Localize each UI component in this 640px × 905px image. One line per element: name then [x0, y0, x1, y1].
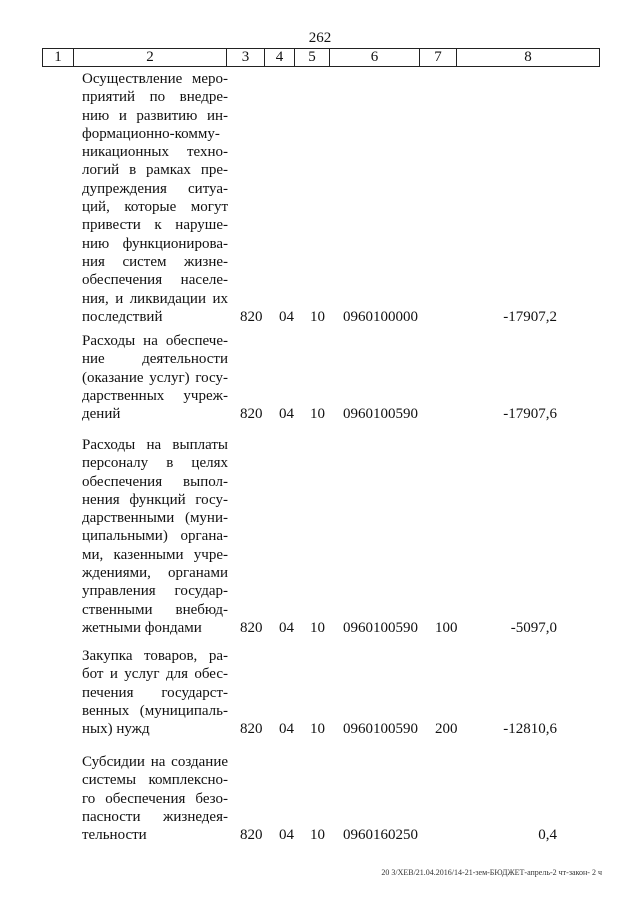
description-line: дарственными (муни- [82, 510, 228, 527]
row-cell-c6: 0960100590 [343, 620, 418, 636]
row-cell-c5: 10 [310, 721, 325, 738]
row-cell-c5: 10 [310, 406, 325, 423]
row-description [82, 332, 228, 423]
row-cell-c3: 820 [240, 308, 263, 325]
footer-filepath: 20 3/ХЕВ/21.04.2016/14-21-зем-БЮДЖЕТ-апрель-2 чт-закон- 2 ч [381, 868, 602, 877]
row-cell-c3: 820 [240, 406, 263, 423]
description-line: жетными фондами [82, 619, 202, 636]
description-line: никационных техно- [82, 144, 228, 161]
description-line: обеспечения выпол- [82, 473, 228, 490]
description-line: Расходы на обеспече- [82, 333, 228, 349]
description-line: нию и развитию ин- [82, 107, 228, 124]
row-cell-c8: -12810,6 [503, 721, 557, 738]
row-cell-c6: 0960160250 [343, 827, 418, 844]
row-cell-c5: 10 [310, 827, 325, 844]
description-line: Расходы на выплаты [82, 437, 228, 453]
row-cell-c6: 0960100590 [343, 721, 418, 738]
col-header-7: 7 [420, 49, 457, 67]
description-line: дупреждения ситуа- [82, 180, 228, 197]
row-cell-c8: -17907,2 [503, 308, 557, 325]
row-cell-c3: 820 [240, 620, 263, 636]
description-line: ций, которые могут [82, 199, 228, 216]
row-cell-c8: 0,4 [538, 827, 557, 844]
row-cell-c4: 04 [279, 406, 294, 423]
row-description [82, 436, 228, 637]
col-header-6: 6 [330, 49, 420, 67]
row-cell-c4: 04 [279, 620, 294, 636]
row-cell-c3: 820 [240, 827, 263, 844]
description-line: тельности [82, 827, 147, 844]
column-header-table [42, 48, 600, 67]
description-line: привести к наруше- [82, 217, 228, 234]
description-line: дений [82, 406, 121, 423]
col-header-3: 3 [227, 49, 265, 67]
description-line: го обеспечения безо- [82, 790, 228, 807]
row-cell-c6: 0960100590 [343, 406, 418, 423]
description-line: последствий [82, 308, 163, 325]
description-line: системы комплексно- [82, 772, 228, 789]
description-line: ственными внебюд- [82, 601, 228, 618]
row-cell-c4: 04 [279, 721, 294, 738]
description-line: Закупка товаров, ра- [82, 648, 228, 664]
row-cell-c7: 200 [435, 721, 458, 738]
row-description [82, 647, 228, 738]
col-header-2: 2 [74, 49, 227, 67]
description-line: Субсидии на создание [82, 754, 228, 770]
description-line: дарственных учреж- [82, 387, 228, 404]
row-description [82, 753, 228, 844]
description-line: ния, и ликвидации их [82, 290, 228, 307]
description-line: управления государ- [82, 583, 228, 600]
page-number: 262 [308, 30, 332, 46]
col-header-5: 5 [295, 49, 330, 67]
description-line: приятий по внедре- [82, 89, 228, 106]
row-cell-c5: 10 [310, 308, 325, 325]
row-cell-c5: 10 [310, 620, 325, 636]
row-cell-c6: 0960100000 [343, 308, 418, 325]
description-line: венных (муниципаль- [82, 702, 228, 719]
description-line: ных) нужд [82, 721, 150, 738]
col-header-8: 8 [457, 49, 600, 67]
description-line: пасности жизнедея- [82, 808, 228, 825]
description-line: печения государст- [82, 684, 228, 701]
row-cell-c4: 04 [279, 308, 294, 325]
description-line: нения функций госу- [82, 491, 228, 508]
description-line: ние деятельности [82, 351, 228, 368]
row-cell-c4: 04 [279, 827, 294, 844]
row-cell-c7: 100 [435, 620, 458, 636]
description-line: логий в рамках пре- [82, 162, 228, 179]
description-line: ципальными) органа- [82, 528, 228, 545]
description-line: обеспечения населе- [82, 272, 228, 289]
description-line: ния систем жизне- [82, 253, 228, 270]
description-line: персоналу в целях [82, 455, 228, 472]
description-line: Осуществление меро- [82, 71, 228, 87]
col-header-4: 4 [265, 49, 295, 67]
row-cell-c3: 820 [240, 721, 263, 738]
description-line: ждениями, органами [82, 565, 228, 582]
description-line: ми, казенными учре- [82, 546, 228, 563]
description-line: формационно-комму- [82, 125, 220, 142]
row-description [82, 70, 228, 326]
description-line: (оказание услуг) госу- [82, 369, 228, 386]
description-line: нию функционирова- [82, 235, 228, 252]
description-line: бот и услуг для обес- [82, 666, 228, 683]
row-cell-c8: -5097,0 [510, 620, 557, 636]
row-cell-c8: -17907,6 [503, 406, 557, 423]
col-header-1: 1 [43, 49, 74, 67]
